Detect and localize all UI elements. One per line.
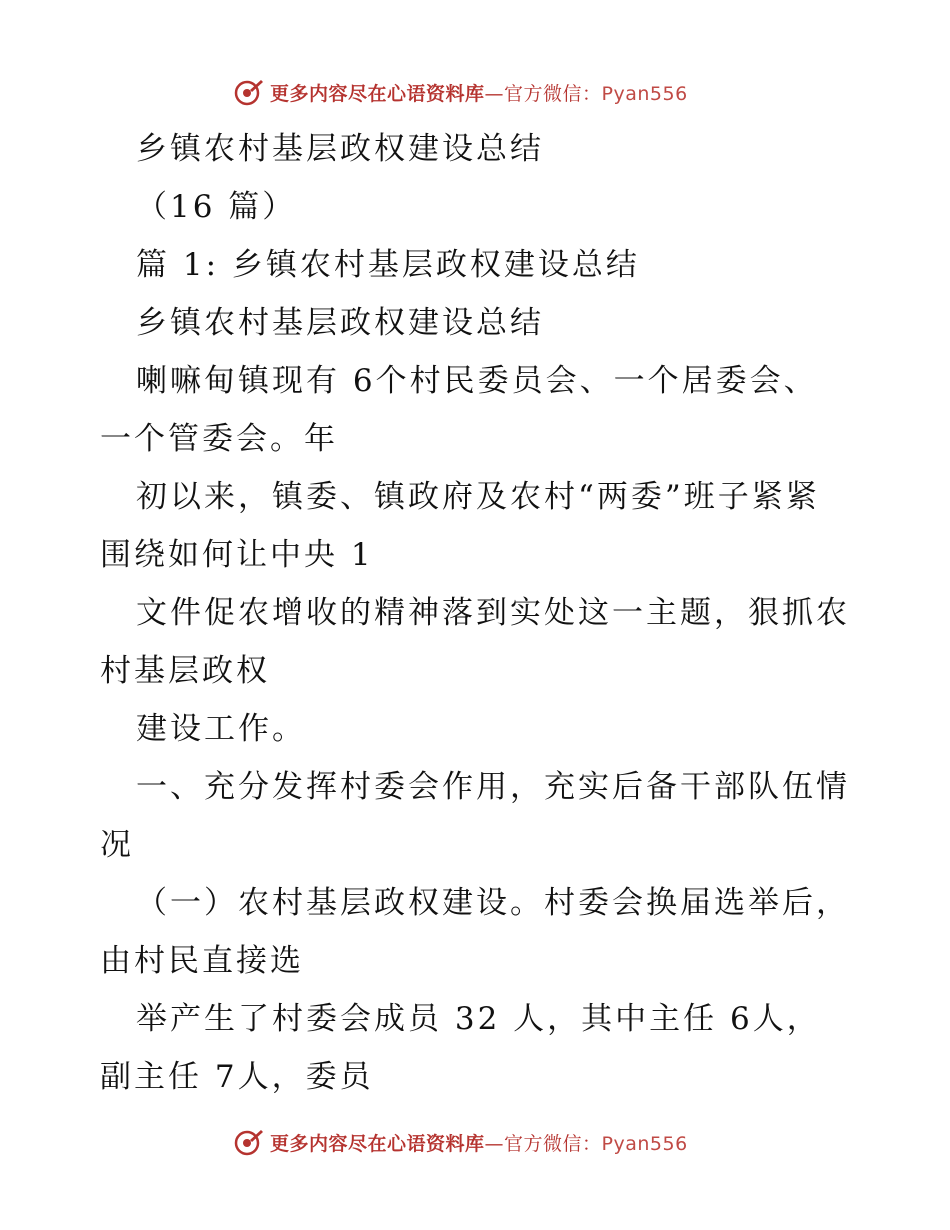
paragraph-line: 建设工作。 [136,711,306,747]
paragraph-line: （一）农村基层政权建设。村委会换届选举后， [136,885,850,921]
paragraph-line: 围绕如何让中央 1 [100,537,374,573]
paragraph-line: 文件促农增收的精神落到实处这一主题，狠抓农 [136,595,850,631]
paragraph-line: 况 [100,827,134,863]
watermark-dash: — [484,1132,505,1155]
document-subtitle: （16 篇） [136,189,297,225]
paragraph-line: 副主任 7人，委员 [100,1059,374,1095]
paragraph-line: 喇嘛甸镇现有 6个村民委员会、一个居委会、 [136,363,818,399]
header-watermark [234,72,754,112]
paragraph-line: 初以来，镇委、镇政府及农村“两委”班子紧紧 [136,479,820,515]
watermark-sub-text: 官方微信： [504,82,602,105]
section-title: 乡镇农村基层政权建设总结 [136,305,544,341]
subsection-heading: 一、充分发挥村委会作用，充实后备干部队伍情 [136,769,850,805]
paragraph-line: 举产生了村委会成员 32 人，其中主任 6人， [136,1001,821,1037]
document-title: 乡镇农村基层政权建设总结 [136,131,544,167]
paragraph-line: 村基层政权 [100,653,270,689]
watermark-main-text: 更多内容尽在心语资料库 [270,82,485,105]
watermark-sub-text: 官方微信： [504,1132,602,1155]
watermark-wechat-id: Pyan556 [601,1132,688,1155]
pen-logo-icon [234,77,264,107]
document-body [100,120,860,1106]
pen-logo-icon [234,1127,264,1157]
watermark-dash: — [484,82,505,105]
footer-watermark [234,1122,754,1162]
watermark-wechat-id: Pyan556 [601,82,688,105]
watermark-main-text: 更多内容尽在心语资料库 [270,1132,485,1155]
paragraph-line: 由村民直接选 [100,943,304,979]
paragraph-line: 一个管委会。年 [100,421,338,457]
section-heading: 篇 1: 乡镇农村基层政权建设总结 [136,247,640,283]
